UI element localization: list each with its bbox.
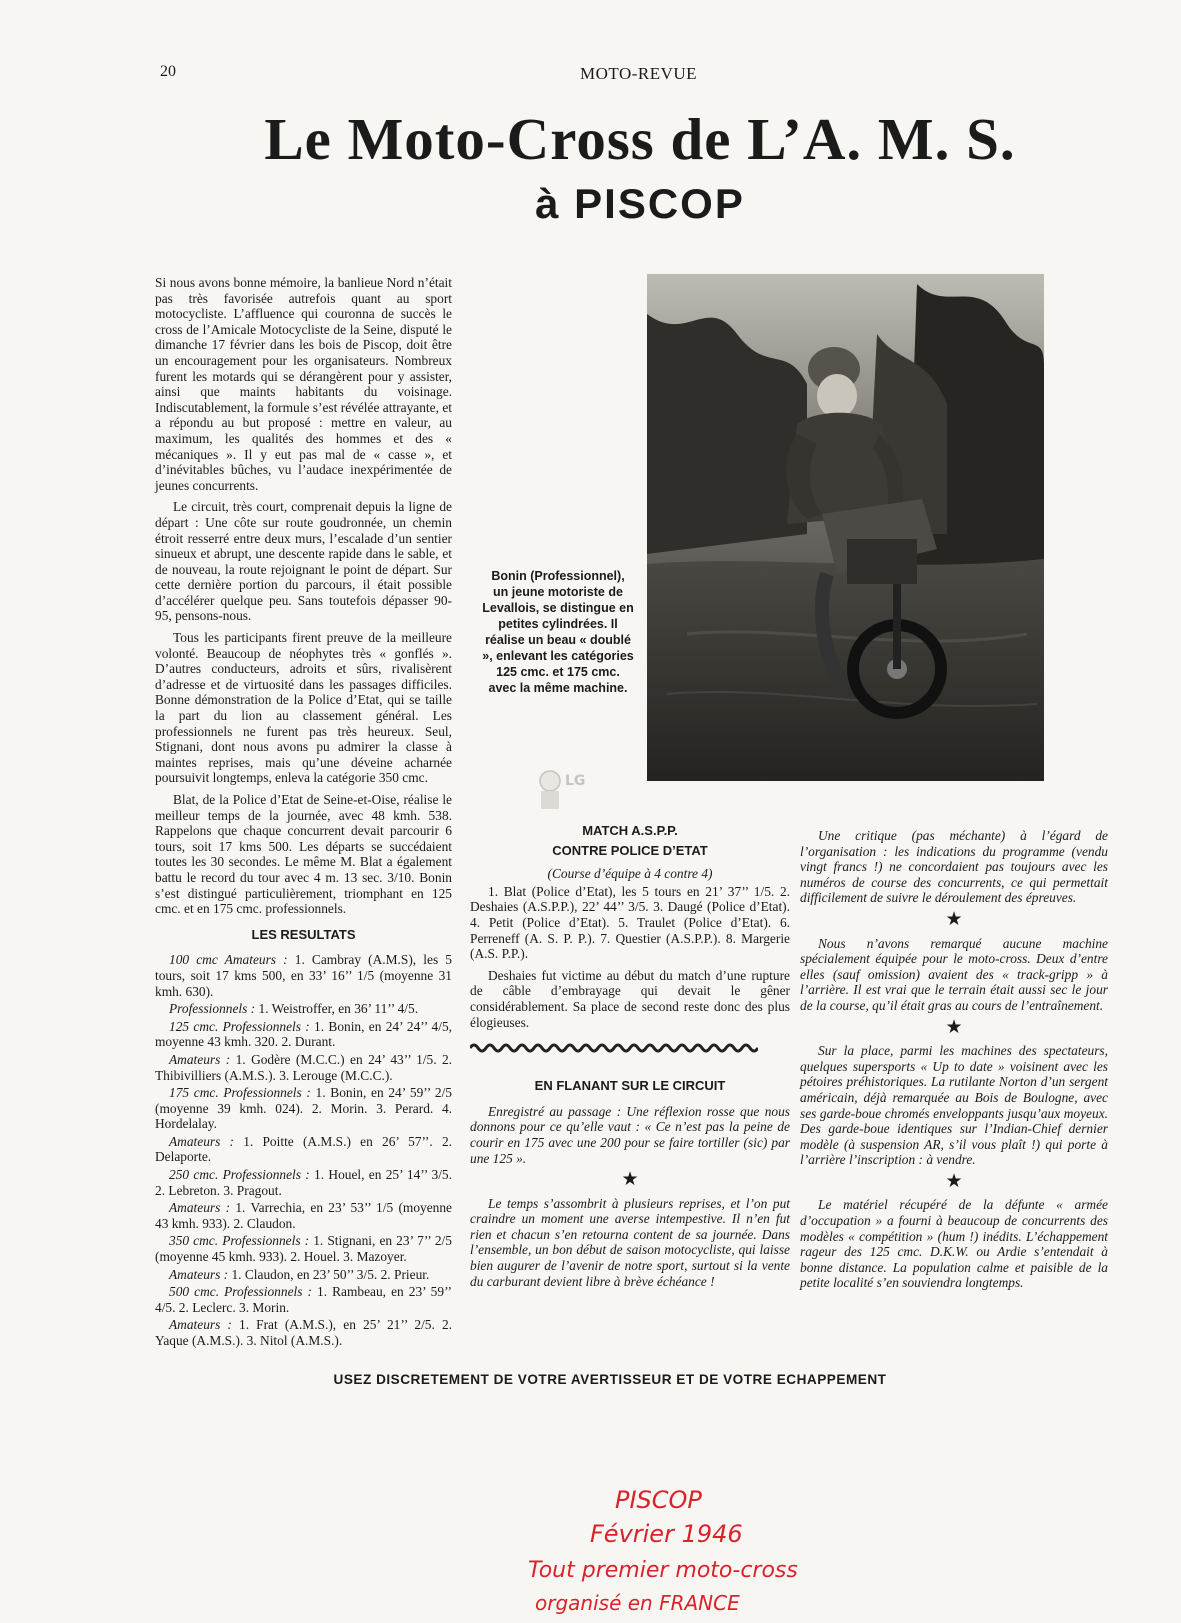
flanant-heading: EN FLANANT SUR LE CIRCUIT	[534, 1078, 726, 1094]
flanant-paragraph: Le temps s’assombrit à plusieurs reprises, et l’on put craindre un moment une averse intempestive. Il n’en fut rien et chacun s’en retourna content de sa journée. Dans l’ensemble, un bon début de saison motocycliste, qui laisse bien augurer de l’avenir de notre sport, surtout si la vente du carburant devient libre à brève échéance !	[470, 1195, 790, 1289]
result-line: Professionnels : 1. Weistroffer, en 36’ 11’’ 4/5.	[169, 1001, 419, 1017]
result-line: Amateurs : 1. Frat (A.M.S.), en 25’ 21’’ 2/5. 2. Yaque (A.M.S.). 3. Nitol (A.M.S.).	[155, 1317, 452, 1348]
headline: Le Moto-Cross de L’A. M. S.	[264, 106, 1016, 172]
result-line: 100 cmc Amateurs : 1. Cambray (A.M.S), les 5 tours, soit 17 kms 500, en 33’ 16’’ 1/5 (moyenne 31 kmh. 630).	[155, 952, 452, 999]
result-line: 250 cmc. Professionnels : 1. Houel, en 25’ 14’’ 3/5. 2. Lebreton. 3. Pragout.	[155, 1167, 452, 1198]
result-line: Amateurs : 1. Poitte (A.M.S.) en 26’ 57’’. 2. Delaporte.	[155, 1133, 452, 1165]
subheadline: à PISCOP	[535, 180, 745, 227]
article-left-column	[155, 275, 452, 1351]
result-line: Amateurs : 1. Godère (M.C.C.) en 24’ 43’’ 1/5. 2. Thibivilliers (A.M.S.). 3. Lerouge (M.C.C.).	[155, 1051, 452, 1083]
result-line: 350 cmc. Professionnels : 1. Stignani, en 23’ 7’’ 2/5 (moyenne 45 kmh. 933). 2. Houel. 3. Mazoyer.	[155, 1233, 452, 1265]
star-separator: ★	[621, 1169, 639, 1191]
photo-caption: Bonin (Professionnel), un jeune motoriste de Levallois, se distingue en petites cylindrées. Il réalise un beau « doublé », enlevant les catégories 125 cmc. et 175 cmc. avec la même machine.	[482, 569, 634, 695]
match-heading: MATCH A.S.P.P.	[582, 823, 678, 838]
rider-photo	[647, 274, 1044, 781]
intro-paragraph: Si nous avons bonne mémoire, la banlieue Nord n’était pas très favorisée autrefois quant au sport motocycliste. L’affluence qui couronna de succès le cross de l’Amicale Motocycliste de la Seine, disputé le dimanche 17 février dans les bois de Piscop, doit être un encouragement pour les organisateurs. Nombreux furent les motards qui se dérangèrent pour y assister, ainsi que maints habitants du voisinage. Indiscutablement, la formule s’est révélée attrayante, et a répondu au but proposé : mettre en valeur, au maximum, les qualités des hommes et des « mécaniques ». Il y eut pas mal de « casse », et d’inévitables bûches, vu l’audace inexpérimentée de jeunes concurrents.	[155, 275, 452, 493]
match-note: Deshaies fut victime au début du match d’une rupture de câble d’embrayage qui devait le gêner considérablement. Sa place de second reste donc des plus élogieuses.	[470, 967, 790, 1030]
article-middle-column	[470, 823, 790, 1295]
lg-watermark-logo	[533, 765, 589, 811]
svg-text:Février 1946: Février 1946	[590, 1520, 743, 1548]
materiel-paragraph: Le matériel récupéré de la défunte « armée d’occupation » a fourni à beaucoup de concurrents des modèles « compétition » (hum !) inédits. L’échappement rageur des 125 cmc. D.K.W. ou Ardie s’entendait à bonne distance. La population calme et paisible de la petite localité s’en souviendra longtemps.	[800, 1197, 1108, 1291]
star-separator: ★	[945, 1016, 963, 1038]
svg-text:organisé en FRANCE: organisé en FRANCE	[535, 1591, 740, 1615]
handwritten-annotation	[520, 1480, 880, 1620]
svg-text:PISCOP: PISCOP	[615, 1486, 702, 1514]
match-subtitle: (Course d’équipe à 4 contre 4)	[547, 866, 713, 882]
blat-paragraph: Blat, de la Police d’Etat de Seine-et-Oise, réalise le meilleur temps de la journée, avec 48 kmh. 538. Rappelons que chaque concurrent devait parcourir 6 tours, soit 17 kms 500. Les départs se succédaient toutes les 30 secondes. Le même M. Blat a également battu le record du tour avec 4 m. 13 sec. 3/10. Bonin s’est distingué particulièrement, triomphant en 125 cmc. et en 175 cmc. professionnels.	[155, 792, 452, 917]
handwritten-text	[528, 1486, 798, 1615]
svg-text:LG: LG	[565, 773, 586, 789]
match-results: 1. Blat (Police d’Etat), les 5 tours en 21’ 37’’ 1/5. 2. Deshaies (A.S.P.P.), 22’ 44’’ 3/5. 3. Daugé (Police d’Etat). 4. Petit (Police d’Etat). 5. Traulet (Police d’Etat). 6. Perreneff (A. S. P. P.). 7. Questier (A.S.P.P.). 8. Margerie (A.S. P.P.).	[470, 883, 790, 962]
article-right-column	[800, 828, 1108, 1297]
motocross-rider-illustration	[647, 274, 1044, 781]
footer-slogan: USEZ DISCRETEMENT DE VOTRE AVERTISSEUR ET DE VOTRE ECHAPPEMENT	[333, 1372, 887, 1387]
star-separator: ★	[945, 1170, 963, 1192]
circuit-paragraph: Le circuit, très court, comprenait depuis la ligne de départ : Une côte sur route goudronnée, un chemin étroit resserré entre deux murs, l’escalade d’un sentier sinueux et abrupt, une descente rapide dans le sable, et de nouveau, la route rejoignant le point de départ. Sur cette dernière portion du parcours, il était possible d’accélérer quelque peu. Sans toutefois dépasser 90-95, pensons-nous.	[155, 499, 452, 624]
machines-paragraph: Nous n’avons remarqué aucune machine spécialement équipée pour le moto-cross. Deux d’entre elles (sauf omission) avaient des « track-gripp » à l’arrière. Il est vrai que le terrain était aussi sec le jour de la course, qu’il était gras au cours de l’entraînement.	[800, 935, 1108, 1013]
flanant-paragraph: Enregistré au passage : Une réflexion rosse que nous donnons pour ce qu’elle vaut : « Ce n’est pas la peine de courir en 175 avec une 200 pour se faire tortiller (sic) par une 125 ».	[470, 1103, 790, 1166]
page-number: 20	[160, 63, 176, 80]
result-line: Amateurs : 1. Claudon, en 23’ 50’’ 3/5. 2. Prieur.	[169, 1266, 430, 1282]
result-line: Amateurs : 1. Varrechia, en 23’ 53’’ 1/5 (moyenne 43 kmh. 933). 2. Claudon.	[155, 1200, 452, 1231]
match-subheading: CONTRE POLICE D’ETAT	[552, 842, 708, 858]
spectators-paragraph: Sur la place, parmi les machines des spectateurs, quelques supersports « Up to date » voisinent avec les pétoires préhistoriques. La rutilante Norton d’un sergent américain, déjà remarquée au Bois de Boulogne, avec ses garde-boue chromés enveloppants jusqu’aux moyeux. Des garde-boue identiques sur l’Indian-Chief dernier modèle (à suspension AR, s’il vous plaît !) qui porte à l’arrière l’inscription : à vendre.	[800, 1043, 1108, 1168]
star-separator: ★	[945, 908, 963, 930]
result-line: 125 cmc. Professionnels : 1. Bonin, en 24’ 24’’ 4/5, moyenne 43 kmh. 320. 2. Durant.	[155, 1018, 452, 1050]
magazine-name: MOTO-REVUE	[580, 64, 698, 83]
results-list	[155, 952, 452, 1348]
result-line: 500 cmc. Professionnels : 1. Rambeau, en 23’ 59’’ 4/5. 2. Leclerc. 3. Morin.	[155, 1284, 452, 1315]
results-heading: LES RESULTATS	[251, 926, 356, 942]
decorative-divider	[470, 1042, 758, 1054]
svg-text:Tout premier moto-cross: Tout premier moto-cross	[528, 1558, 798, 1583]
result-line: 175 cmc. Professionnels : 1. Bonin, en 24’ 59’’ 2/5 (moyenne 39 kmh. 024). 2. Morin. 3. Perard. 4. Hordelalay.	[155, 1085, 452, 1132]
participants-paragraph: Tous les participants firent preuve de la meilleure volonté. Beaucoup de néophytes très « gonflés ». D’autres conducteurs, adroits et sûrs, rivalisèrent d’adresse et de virtuosité dans les passages difficiles. Bonne démonstration de la Police d’Etat, qui se taille la part du lion au classement général. Les professionnels ne furent pas très heureux. Seul, Stignani, dont nous avons pu admirer la classe à maintes reprises, mais qu’une déveine acharnée poursuivit longtemps, enleva la catégorie 350 cmc.	[155, 630, 452, 786]
critique-paragraph: Une critique (pas méchante) à l’égard de l’organisation : les indications du programme (vendu vingt francs !) ne concordaient pas toujours avec les numéros de course des concurrents, ce qui permettait difficilement de suivre le déroulement des épreuves.	[800, 828, 1108, 906]
